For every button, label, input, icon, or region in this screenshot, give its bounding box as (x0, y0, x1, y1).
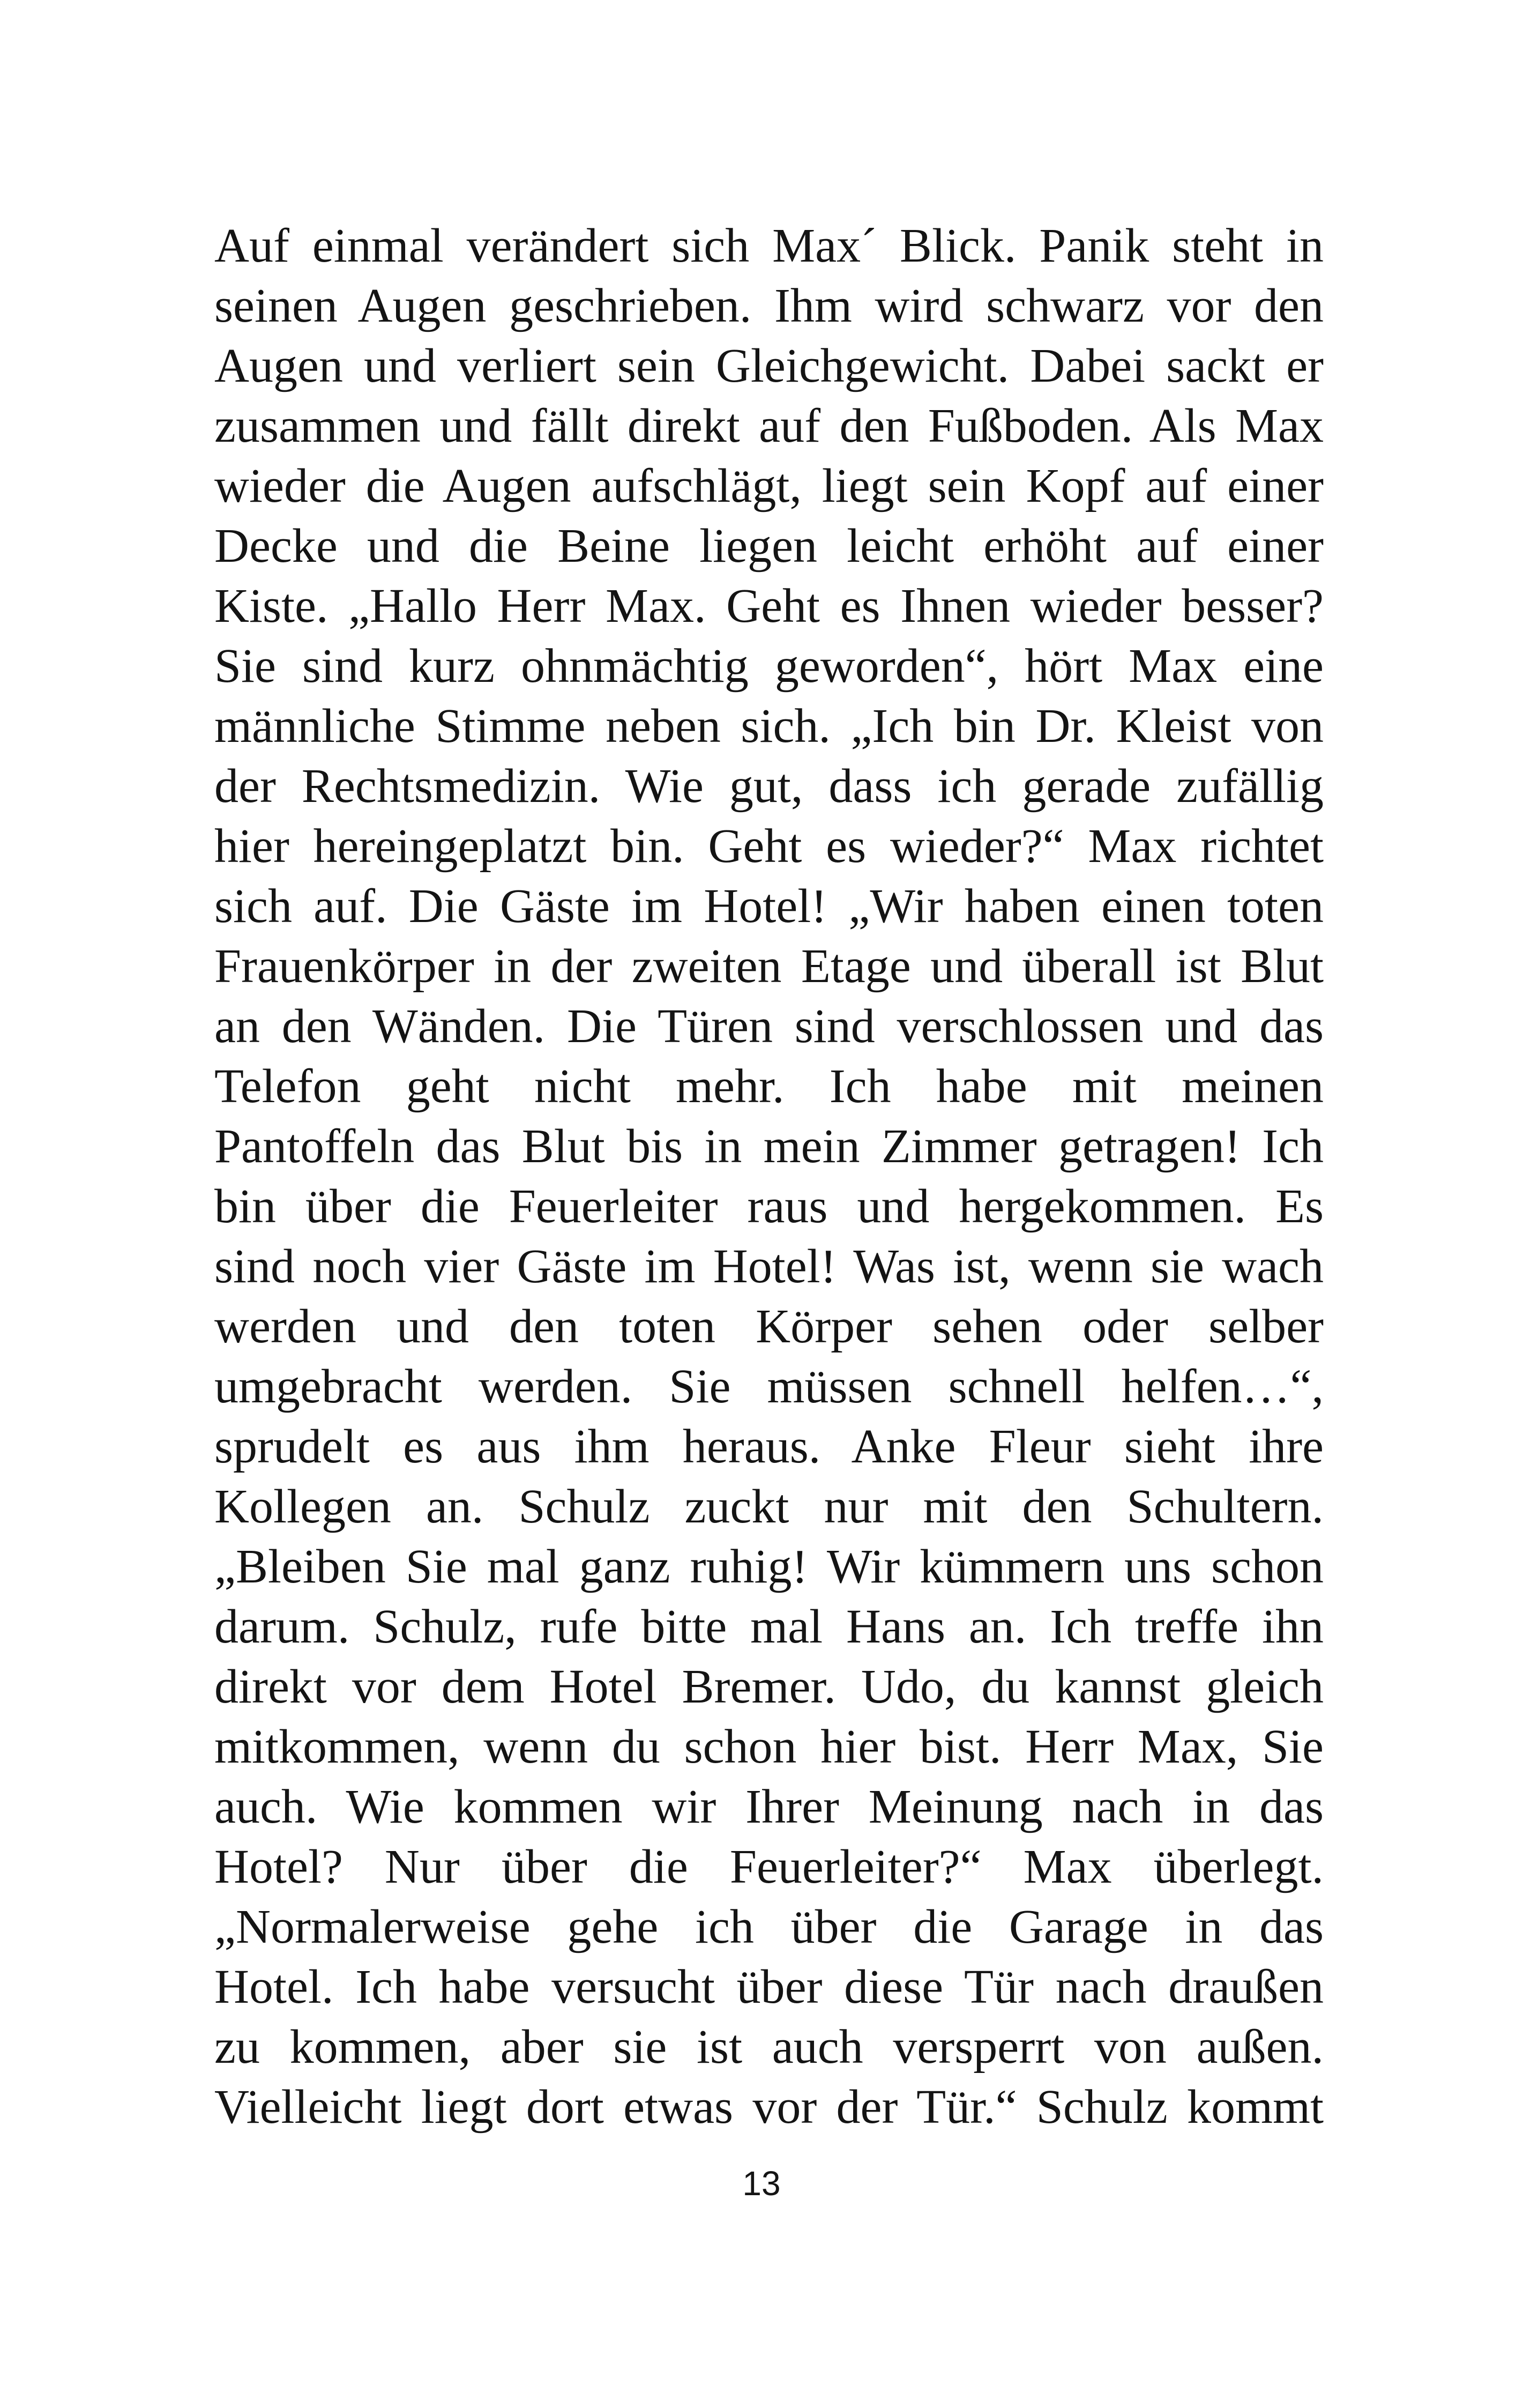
text-line: sich auf. Die Gäste im Hotel! „Wir haben einen toten (214, 880, 1324, 933)
text-line: Kollegen an. Schulz zuckt nur mit den Schultern. (214, 1480, 1324, 1533)
text-line: seinen Augen geschrieben. Ihm wird schwarz vor den (214, 279, 1324, 332)
text-line: sprudelt es aus ihm heraus. Anke Fleur sieht ihre (214, 1420, 1324, 1473)
text-line: mitkommen, wenn du schon hier bist. Herr Max, Sie (214, 1720, 1324, 1773)
text-line: an den Wänden. Die Türen sind verschlossen und das (214, 1000, 1324, 1053)
text-line: zu kommen, aber sie ist auch versperrt von außen. (214, 2020, 1324, 2073)
body-text (214, 216, 1324, 2137)
text-line: umgebracht werden. Sie müssen schnell helfen…“, (214, 1360, 1324, 1413)
page-number: 13 (742, 2164, 781, 2203)
text-line: bin über die Feuerleiter raus und hergekommen. Es (214, 1180, 1324, 1233)
text-line: sind noch vier Gäste im Hotel! Was ist, wenn sie wach (214, 1240, 1324, 1293)
text-line: hier hereingeplatzt bin. Geht es wieder?“ Max richtet (214, 820, 1324, 873)
text-line: Kiste. „Hallo Herr Max. Geht es Ihnen wieder besser? (214, 579, 1324, 633)
text-line: werden und den toten Körper sehen oder selber (214, 1300, 1324, 1353)
text-line: „Normalerweise gehe ich über die Garage in das (214, 1900, 1324, 1953)
text-line: Hotel. Ich habe versucht über diese Tür nach draußen (214, 1960, 1324, 2013)
text-line: Vielleicht liegt dort etwas vor der Tür.“ Schulz kommt (214, 2080, 1324, 2134)
text-line: Pantoffeln das Blut bis in mein Zimmer getragen! Ich (214, 1120, 1324, 1173)
text-line: der Rechtsmedizin. Wie gut, dass ich gerade zufällig (214, 760, 1324, 813)
text-line: direkt vor dem Hotel Bremer. Udo, du kannst gleich (214, 1660, 1324, 1713)
text-line: darum. Schulz, rufe bitte mal Hans an. Ich treffe ihn (214, 1600, 1324, 1653)
text-line: Auf einmal verändert sich Max´ Blick. Panik steht in (214, 219, 1324, 272)
text-line: Hotel? Nur über die Feuerleiter?“ Max überlegt. (214, 1840, 1324, 1893)
text-line: männliche Stimme neben sich. „Ich bin Dr. Kleist von (214, 700, 1324, 753)
text-line: Frauenkörper in der zweiten Etage und überall ist Blut (214, 940, 1324, 993)
text-line: auch. Wie kommen wir Ihrer Meinung nach in das (214, 1780, 1324, 1833)
text-line: Decke und die Beine liegen leicht erhöht auf einer (214, 519, 1324, 573)
text-line: Telefon geht nicht mehr. Ich habe mit meinen (214, 1060, 1324, 1113)
text-line: zusammen und fällt direkt auf den Fußboden. Als Max (214, 399, 1324, 452)
text-line: Sie sind kurz ohnmächtig geworden“, hört Max eine (214, 640, 1324, 693)
text-line: Augen und verliert sein Gleichgewicht. Dabei sackt er (214, 339, 1324, 392)
text-line: „Bleiben Sie mal ganz ruhig! Wir kümmern uns schon (214, 1540, 1324, 1593)
text-line: wieder die Augen aufschlägt, liegt sein Kopf auf einer (214, 459, 1324, 512)
